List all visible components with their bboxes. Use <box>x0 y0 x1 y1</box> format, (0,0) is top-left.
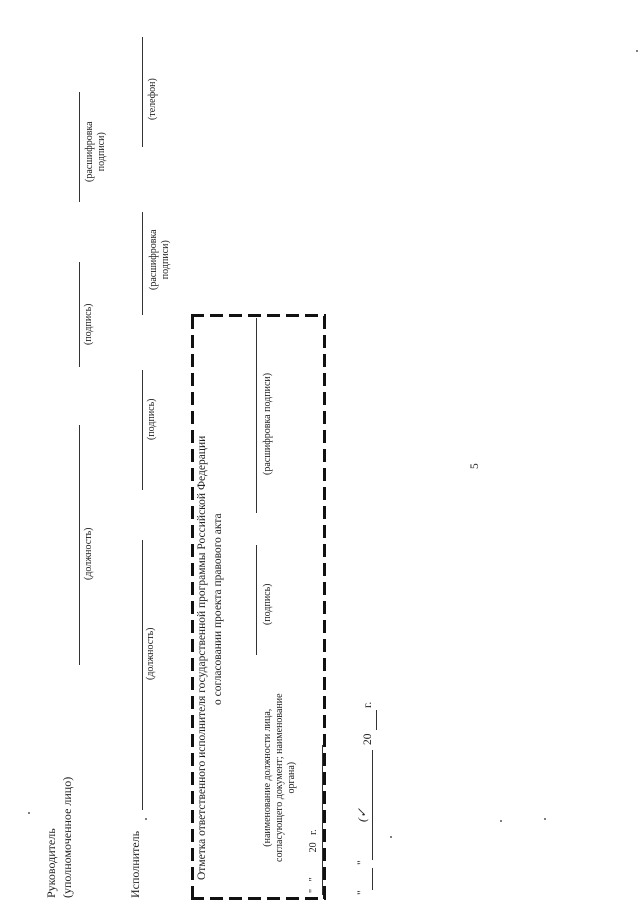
approval-signature-line <box>256 545 257 655</box>
approval-decryption-line <box>256 318 257 513</box>
manager-subtitle: (уполномоченное лицо) <box>60 776 74 898</box>
scan-speck <box>500 820 502 822</box>
executor-decryption-label: (расшифровка подписи) <box>148 229 171 290</box>
bottom-date-year-prefix: 20 <box>362 733 374 745</box>
bottom-date-year-suffix: г. <box>362 701 374 708</box>
bottom-date-quote-close: " <box>356 860 368 865</box>
scan-speck <box>544 818 546 820</box>
manager-signature-label: (подпись) <box>83 303 94 345</box>
bottom-date-month-underline <box>372 750 373 860</box>
executor-title: Исполнитель <box>128 830 142 898</box>
manager-position-line <box>79 425 80 665</box>
bottom-date-day-underline <box>372 868 373 890</box>
manager-position-label: (должность) <box>83 527 94 580</box>
bottom-date-year-underline <box>376 710 377 730</box>
approval-heading-line2: о согласовании проекта правового акта <box>212 513 224 705</box>
executor-signature-line <box>142 370 143 490</box>
executor-signature-label: (подпись) <box>146 398 157 440</box>
approval-decryption-label: (расшифровка подписи) <box>262 372 273 475</box>
executor-position-label: (должность) <box>145 627 156 680</box>
approval-box-bottom-edge <box>191 897 326 900</box>
scan-speck <box>28 812 30 814</box>
scan-speck <box>390 836 392 838</box>
handwritten-check-mark: (✓ <box>355 807 369 822</box>
approval-box-left-edge <box>191 316 194 900</box>
approval-date-underline <box>322 745 323 895</box>
manager-signature-line <box>79 262 80 367</box>
page-number: 5 <box>469 463 481 469</box>
manager-decryption-label: (расшифровка подписи) <box>84 121 107 182</box>
approval-signature-label: (подпись) <box>262 583 273 625</box>
executor-decryption-line <box>142 212 143 315</box>
executor-phone-line <box>142 37 143 147</box>
approval-box-top-edge <box>191 314 326 317</box>
executor-phone-label: (телефон) <box>147 78 158 120</box>
scan-speck <box>145 818 147 820</box>
approval-date-line: " " 20 г. <box>308 829 319 893</box>
approval-position-label: (наименование должности лица, согласующего документ; наименование органа) <box>262 693 297 862</box>
bottom-date-quote-open: " <box>356 890 368 895</box>
approval-box-right-edge <box>323 316 326 900</box>
approval-heading-line1: Отметка ответственного исполнителя государственной программы Российской Федерации <box>196 435 208 880</box>
manager-title: Руководитель <box>44 828 58 898</box>
executor-position-line <box>142 540 143 810</box>
scan-speck <box>636 50 638 52</box>
manager-decryption-line <box>79 92 80 202</box>
